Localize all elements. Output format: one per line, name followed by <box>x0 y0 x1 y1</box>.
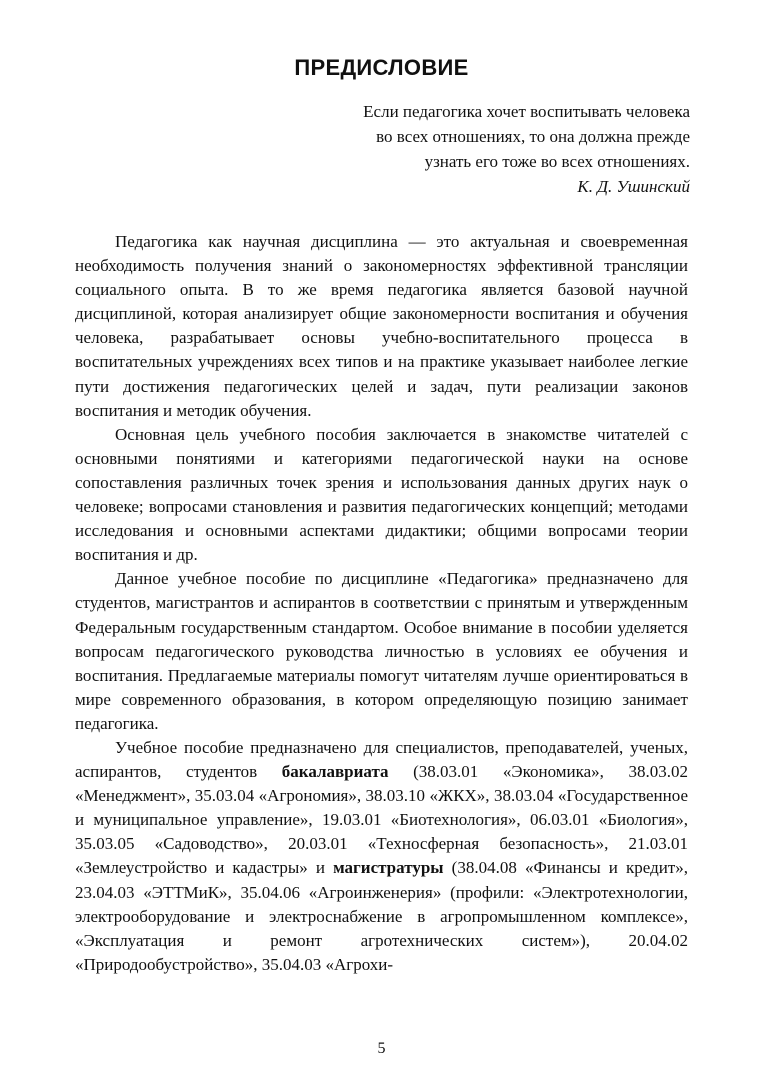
epigraph-line: узнать его тоже во всех отношениях. <box>424 152 690 171</box>
paragraph-1: Педагогика как научная дисциплина — это актуальная и своевременная необходимость получения знаний о закономерностях эффективной трансляции социального опыта. В то же время педагогика является базовой научной дисциплиной, которая анализирует общие закономерности воспитания и обучения человека, разрабатывает основы учебно-воспитательного процесса в воспитательных учреждениях всех типов и на практике указывает наиболее легкие пути достижения педагогических целей и задач, пути реализации законов воспитания и методик обучения. <box>75 232 688 420</box>
bachelor-term: бакалавриата <box>281 762 389 782</box>
paragraph-4-intro: Учебное пособие предназначено для специалистов, преподавателей, ученых, аспирантов, студентов <box>75 737 688 782</box>
epigraph-author: К. Д. Ушинский <box>577 177 690 196</box>
paragraph-4 <box>75 736 688 977</box>
paragraph-2: Основная цель учебного пособия заключается в знакомстве читателей с основными понятиями и категориями педагогической науки на основе сопоставления различных точек зрения и использования данных других наук о человеке; вопросами становления и развития педагогических концепций; методами исследования и основными аспектами дидактики; общими вопросами теории воспитания и др. <box>75 424 688 565</box>
page-title: ПРЕДИСЛОВИЕ <box>294 55 469 80</box>
paragraph-4-end: (38.04.08 «Финансы и кредит», 23.04.03 «ЭТТМиК», 35.04.06 «Агроинженерия» (профили: «Электротехнологии, электрооборудование и электроснабжение в агропромышленном комплексе», «Эксплуатация и ремонт агротехнических систем»), 20.04.02 «Природообустройство», 35.04.03 «Агрохи- <box>75 858 689 974</box>
master-term: магистратуры <box>333 858 444 878</box>
paragraph-4-middle: (38.03.01 «Экономика», 38.03.02 «Менеджмент», 35.03.04 «Агрономия», 38.03.10 «ЖКХ», 38.03.04 «Государственное и муниципальное управление», 19.03.01 «Биотехнология», 06.03.01 «Биология», 35.03.05 «Садоводство», 20.03.01 «Техносферная безопасность», 21.03.01 «Землеустройство и кадастры» и <box>75 762 688 878</box>
page-number: 5 <box>377 1040 386 1057</box>
epigraph <box>210 99 690 199</box>
epigraph-line: Если педагогика хочет воспитывать человека <box>363 102 690 121</box>
body-text <box>75 230 688 977</box>
paragraph-3: Данное учебное пособие по дисциплине «Педагогика» предназначено для студентов, магистрантов и аспирантов в соответствии с принятым и утвержденным Федеральным государственным стандартом. Особое внимание в пособии уделяется вопросам педагогического руководства личностью в условиях ее обучения и воспитания. Предлагаемые материалы помогут читателям лучше ориентироваться в мире современного образования, в котором определяющую позицию занимает педагогика. <box>75 569 688 733</box>
epigraph-line: во всех отношениях, то она должна прежде <box>376 127 690 146</box>
